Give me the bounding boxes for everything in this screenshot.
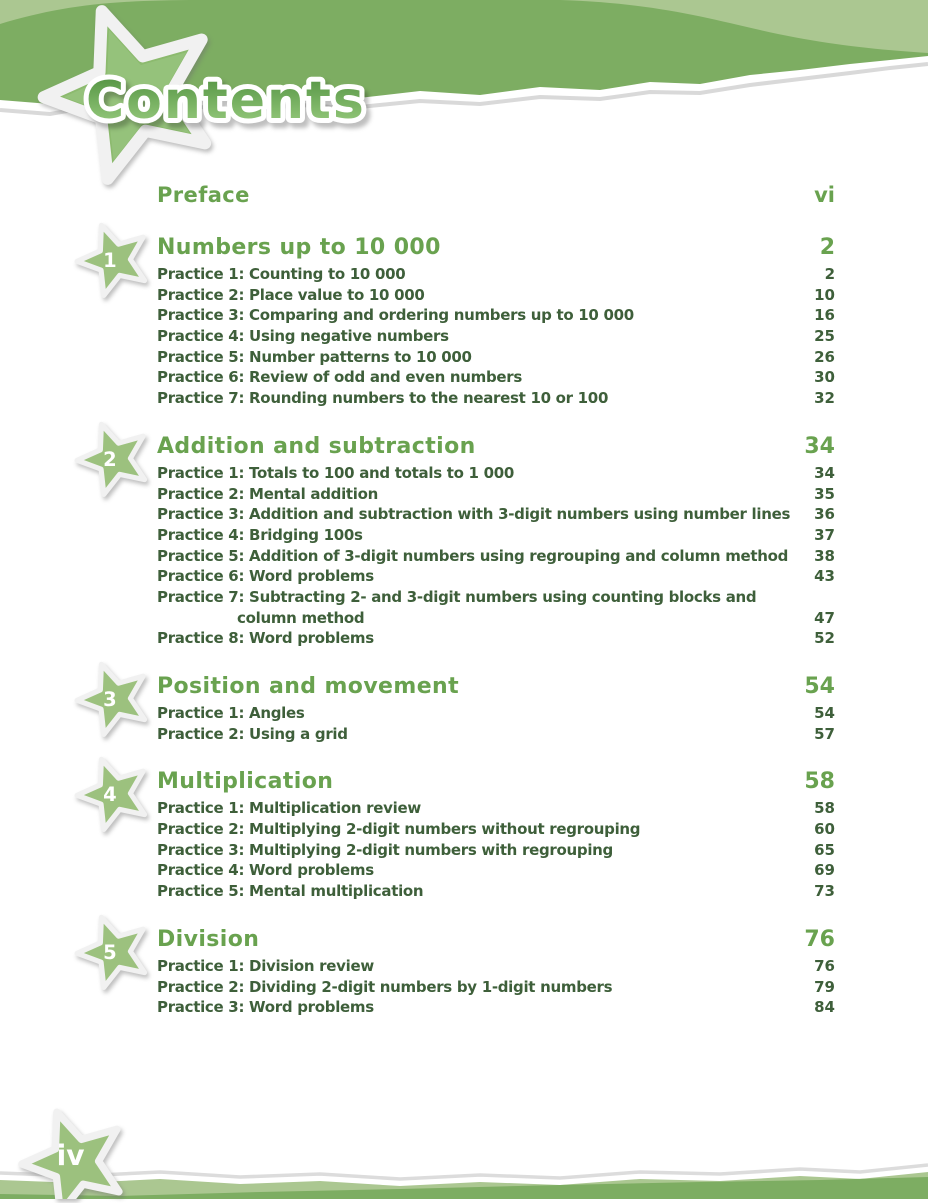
toc-item-page-number: 69 [814,861,835,880]
toc-item [157,978,835,999]
chapter-heading [157,927,835,955]
toc-item-page-number: 16 [814,306,835,325]
chapter-title: Addition and subtraction [157,433,476,459]
chapter-title: Position and movement [157,674,460,699]
chapter-heading [157,769,835,797]
toc-item-label: Practice 5: Number patterns to 10 000 [157,347,472,366]
footer-page-star [16,1103,134,1203]
toc-item [157,547,835,568]
toc-item [157,820,835,841]
preface-page-number: vi [814,183,835,207]
toc-item [157,348,835,369]
toc-item [157,567,835,588]
toc-item [157,389,835,410]
toc-item-label: Practice 5: Mental multiplication [157,882,424,901]
footer-page-number: iv [56,1139,85,1173]
chapter-page-number: 2 [819,235,835,260]
toc-item-page-number: 35 [814,484,835,503]
toc-item-label: Practice 1: Division review [157,956,374,975]
toc-item-page-number: 10 [814,285,835,304]
toc-item-page-number: 79 [814,977,835,996]
toc-item-label: Practice 6: Word problems [157,567,374,586]
toc-item-page-number: 54 [814,704,835,722]
toc-item [157,629,835,650]
toc-item-continuation [157,609,835,630]
toc-item-page-number: 43 [814,567,835,586]
toc-item-label: Practice 3: Comparing and ordering numbers up to 10 000 [157,306,634,325]
toc-item-page-number: 26 [814,347,835,366]
page-title: Contents [86,71,366,131]
chapter-section-4 [103,769,835,902]
chapter-number: 1 [103,249,117,273]
toc-item [157,464,835,485]
toc-item-label: Practice 6: Review of odd and even numbers [157,368,523,387]
chapter-number: 5 [103,940,117,964]
toc-item-label: Practice 3: Word problems [157,998,374,1017]
preface-label: Preface [157,183,250,207]
toc-item-page-number: 65 [814,840,835,859]
toc-item [157,526,835,547]
chapter-title: Numbers up to 10 000 [157,235,441,260]
toc-item-label: Practice 1: Angles [157,704,305,722]
toc-item-page-number: 30 [814,368,835,387]
toc-item [157,485,835,506]
chapter-number: 2 [103,447,117,471]
toc-item [157,327,835,348]
chapter-star-badge [73,658,155,740]
chapter-page-number: 54 [804,674,835,699]
toc-item [157,265,835,286]
toc-item [157,704,835,725]
chapter-title: Multiplication [157,769,334,795]
toc-item-label: Practice 8: Word problems [157,629,374,648]
toc-item-page-number: 32 [814,389,835,408]
toc-item-page-number: 37 [814,525,835,544]
toc-item-page-number: 52 [814,629,835,648]
toc-item-label: Practice 1: Totals to 100 and totals to 1 000 [157,463,515,482]
toc-item [157,957,835,978]
toc-item [157,861,835,882]
chapter-star-badge [73,911,155,993]
toc-item-page-number: 47 [814,608,835,627]
chapter-star-badge [73,219,155,301]
toc-item-label: Practice 7: Rounding numbers to the nearest 10 or 100 [157,389,609,408]
toc-item-label: Practice 4: Using negative numbers [157,327,449,346]
toc-item [157,286,835,307]
chapter-number: 4 [103,783,117,807]
toc-chapters [103,235,835,1019]
chapter-title: Division [157,926,260,952]
toc-item-page-number: 73 [814,882,835,901]
chapter-heading [157,434,835,462]
toc-item [157,882,835,903]
toc-item-label: Practice 4: Word problems [157,861,374,880]
chapter-page-number: 34 [804,433,835,459]
toc-item-page-number: 34 [814,463,835,482]
toc-item-page-number: 58 [814,799,835,818]
toc-item-label: Practice 4: Bridging 100s [157,525,363,544]
table-of-contents [103,183,835,1019]
chapter-section-3 [103,674,835,745]
toc-item-page-number: 76 [814,956,835,975]
chapter-page-number: 76 [804,926,835,952]
toc-item [157,588,835,609]
toc-item-page-number: 84 [814,998,835,1017]
toc-item-label: Practice 2: Place value to 10 000 [157,285,425,304]
toc-item-label: Practice 2: Mental addition [157,484,379,503]
preface-row [157,183,835,211]
toc-item-label: Practice 3: Addition and subtraction with 3-digit numbers using number lines [157,505,791,524]
toc-item-label: Practice 7: Subtracting 2- and 3-digit numbers using counting blocks and [157,587,757,606]
toc-item-page-number: 38 [814,546,835,565]
toc-item-label: Practice 2: Multiplying 2-digit numbers without regrouping [157,820,641,839]
toc-item [157,306,835,327]
toc-item [157,725,835,746]
chapter-heading [157,674,835,702]
toc-item-label: Practice 3: Multiplying 2-digit numbers with regrouping [157,840,613,859]
toc-item-label-line2: column method [237,608,365,627]
toc-item-page-number: 57 [814,724,835,743]
toc-item-page-number: 2 [824,265,835,283]
toc-item [157,505,835,526]
toc-item-label: Practice 5: Addition of 3-digit numbers using regrouping and column method [157,546,789,565]
chapter-number: 3 [103,688,117,712]
chapter-star-badge [73,418,155,500]
toc-item-page-number: 60 [814,820,835,839]
footer-banner [0,1139,928,1199]
toc-item [157,841,835,862]
toc-item [157,799,835,820]
chapter-section-5 [103,926,835,1019]
chapter-heading [157,235,835,263]
page-title-art [66,48,486,158]
chapter-star-badge [73,753,155,835]
toc-item-label: Practice 2: Using a grid [157,724,348,743]
toc-item-label: Practice 1: Multiplication review [157,799,421,818]
toc-item-page-number: 36 [814,505,835,524]
toc-item-label: Practice 2: Dividing 2-digit numbers by 1-digit numbers [157,977,613,996]
chapter-section-2 [103,433,835,650]
chapter-section-1 [103,235,835,410]
toc-item-label: Practice 1: Counting to 10 000 [157,265,406,283]
toc-item [157,998,835,1019]
toc-item [157,368,835,389]
chapter-page-number: 58 [804,769,835,795]
toc-item-page-number: 25 [814,327,835,346]
